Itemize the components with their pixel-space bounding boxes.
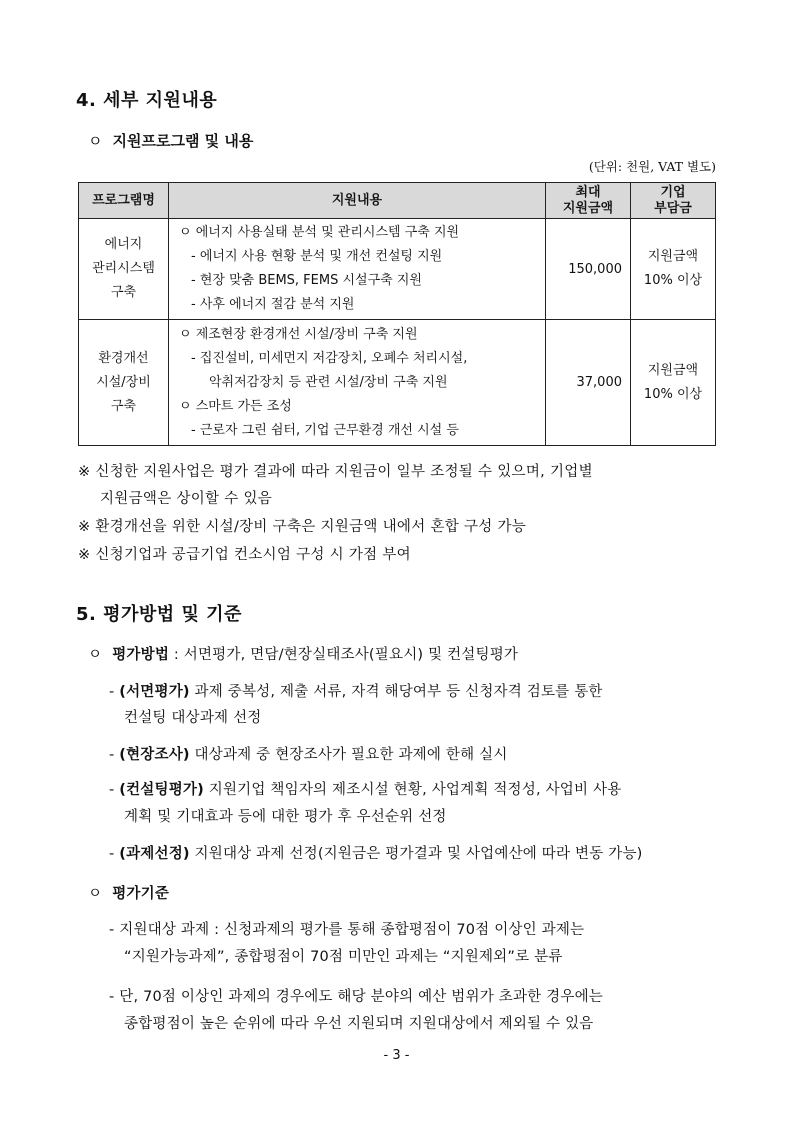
program-name-line: 구축 xyxy=(110,285,137,300)
burden-line: 10% 이상 xyxy=(643,273,703,288)
evaluation-method-heading: 평가방법 xyxy=(112,647,170,663)
method-item-consulting-continued: 계획 및 기대효과 등에 대한 평가 후 우선순위 선정 xyxy=(124,809,447,825)
criteria-item-2: - 단, 70점 이상인 과제의 경우에도 해당 분야의 예산 범위가 초과한 경우에는 xyxy=(109,989,603,1005)
header-content: 지원내용 xyxy=(169,183,546,219)
support-table xyxy=(78,182,716,446)
circle-bullet-icon: ㅇ xyxy=(88,132,103,150)
note-1: ※ 신청한 지원사업은 평가 결과에 따라 지원금이 일부 조정될 수 있으며, 기업별 xyxy=(78,464,593,480)
section-4-title: 4. 세부 지원내용 xyxy=(76,90,218,111)
program-content-cell xyxy=(169,320,546,446)
circle-bullet-icon: ㅇ xyxy=(88,886,103,902)
evaluation-method-text: : 서면평가, 면담/현장실태조사(필요시) 및 컨설팅평가 xyxy=(169,647,519,663)
evaluation-criteria-heading-text: 평가기준 xyxy=(112,886,170,902)
method-item-site: - (현장조사) 대상과제 중 현장조사가 필요한 과제에 한해 실시 xyxy=(109,747,508,763)
content-line: 악취저감장치 등 관련 시설/장비 구축 지원 xyxy=(209,374,448,390)
page-number: - 3 - xyxy=(383,1048,410,1063)
header-max-amount-line1: 최대 xyxy=(575,184,601,200)
burden-line: 10% 이상 xyxy=(643,386,703,402)
header-burden xyxy=(631,183,716,219)
method-item-written-continued: 컨설팅 대상과제 선정 xyxy=(124,710,262,726)
support-program-heading xyxy=(88,130,253,151)
burden-cell xyxy=(631,219,716,320)
method-item-label: (컨설팅평가) xyxy=(119,782,204,798)
criteria-item-1-continued: “지원가능과제”, 종합평점이 70점 미만인 과제는 “지원제외”로 분류 xyxy=(124,949,563,965)
evaluation-method xyxy=(88,643,518,664)
content-line: - 집진설비, 미세먼지 저감장치, 오폐수 처리시설, xyxy=(191,350,468,366)
unit-note: (단위: 천원, VAT 별도) xyxy=(588,159,716,174)
program-name-line: 환경개선 xyxy=(98,350,149,366)
max-amount-cell: 150,000 xyxy=(546,219,631,320)
section-5-title: 5. 평가방법 및 기준 xyxy=(76,604,242,625)
content-line: - 사후 에너지 절감 분석 지원 xyxy=(191,297,355,312)
table-row xyxy=(79,219,716,320)
content-line: - 에너지 사용 현황 분석 및 개선 컨설팅 지원 xyxy=(191,249,443,264)
header-max-amount-line2: 지원금액 xyxy=(562,200,614,216)
max-amount-cell: 37,000 xyxy=(546,320,631,446)
support-program-heading-text: 지원프로그램 및 내용 xyxy=(112,132,254,150)
header-program: 프로그램명 xyxy=(79,183,169,219)
method-item-selection: - (과제선정) 지원대상 과제 선정(지원금은 평가결과 및 사업예산에 따라 변동 가능) xyxy=(109,846,643,862)
method-item-text: 지원기업 책임자의 제조시설 현황, 사업계획 적정성, 사업비 사용 xyxy=(203,782,622,798)
method-item-label: (과제선정) xyxy=(119,846,190,862)
method-item-written: - (서면평가) 과제 중복성, 제출 서류, 자격 해당여부 등 신청자격 검토를 통한 xyxy=(109,684,603,700)
burden-line: 지원금액 xyxy=(647,249,699,264)
header-burden-line2: 부담금 xyxy=(654,200,692,216)
method-item-text: 지원대상 과제 선정(지원금은 평가결과 및 사업예산에 따라 변동 가능) xyxy=(189,846,643,862)
method-item-text: 대상과제 중 현장조사가 필요한 과제에 한해 실시 xyxy=(189,747,508,763)
program-name-line: 에너지 xyxy=(104,237,143,252)
program-content-cell xyxy=(169,219,546,320)
evaluation-criteria-heading xyxy=(88,882,169,903)
content-line: - 현장 맞춤 BEMS, FEMS 시설구축 지원 xyxy=(191,273,422,288)
note-1-continued: 지원금액은 상이할 수 있음 xyxy=(100,491,273,507)
criteria-item-2-continued: 종합평점이 높은 순위에 따라 우선 지원되며 지원대상에서 제외될 수 있음 xyxy=(124,1016,594,1032)
burden-line: 지원금액 xyxy=(647,362,699,378)
program-name-cell xyxy=(79,320,169,446)
header-max-amount xyxy=(546,183,631,219)
table-row xyxy=(79,320,716,446)
table-header-row xyxy=(79,183,716,219)
header-burden-line1: 기업 xyxy=(660,184,686,200)
method-item-consulting: - (컨설팅평가) 지원기업 책임자의 제조시설 현황, 사업계획 적정성, 사업비 사용 xyxy=(109,782,622,798)
burden-cell xyxy=(631,320,716,446)
program-name-cell xyxy=(79,219,169,320)
circle-bullet-icon: ㅇ xyxy=(88,647,103,663)
content-line: ㅇ 스마트 가든 조성 xyxy=(179,398,292,414)
program-name-line: 시설/장비 xyxy=(96,374,151,390)
program-name-line: 관리시스템 xyxy=(92,261,155,276)
program-name-line: 구축 xyxy=(110,398,137,414)
criteria-item-1: - 지원대상 과제 : 신청과제의 평가를 통해 종합평점이 70점 이상인 과제는 xyxy=(109,922,585,938)
content-line: ㅇ 에너지 사용실태 분석 및 관리시스템 구축 지원 xyxy=(179,225,460,240)
note-2: ※ 환경개선을 위한 시설/장비 구축은 지원금액 내에서 혼합 구성 가능 xyxy=(78,519,527,535)
method-item-label: (서면평가) xyxy=(119,684,190,700)
method-item-label: (현장조사) xyxy=(119,747,190,763)
method-item-text: 과제 중복성, 제출 서류, 자격 해당여부 등 신청자격 검토를 통한 xyxy=(189,684,603,700)
content-line: - 근로자 그린 쉼터, 기업 근무환경 개선 시설 등 xyxy=(191,422,459,438)
content-line: ㅇ 제조현장 환경개선 시설/장비 구축 지원 xyxy=(179,326,418,342)
note-3: ※ 신청기업과 공급기업 컨소시엄 구성 시 가점 부여 xyxy=(78,547,411,563)
